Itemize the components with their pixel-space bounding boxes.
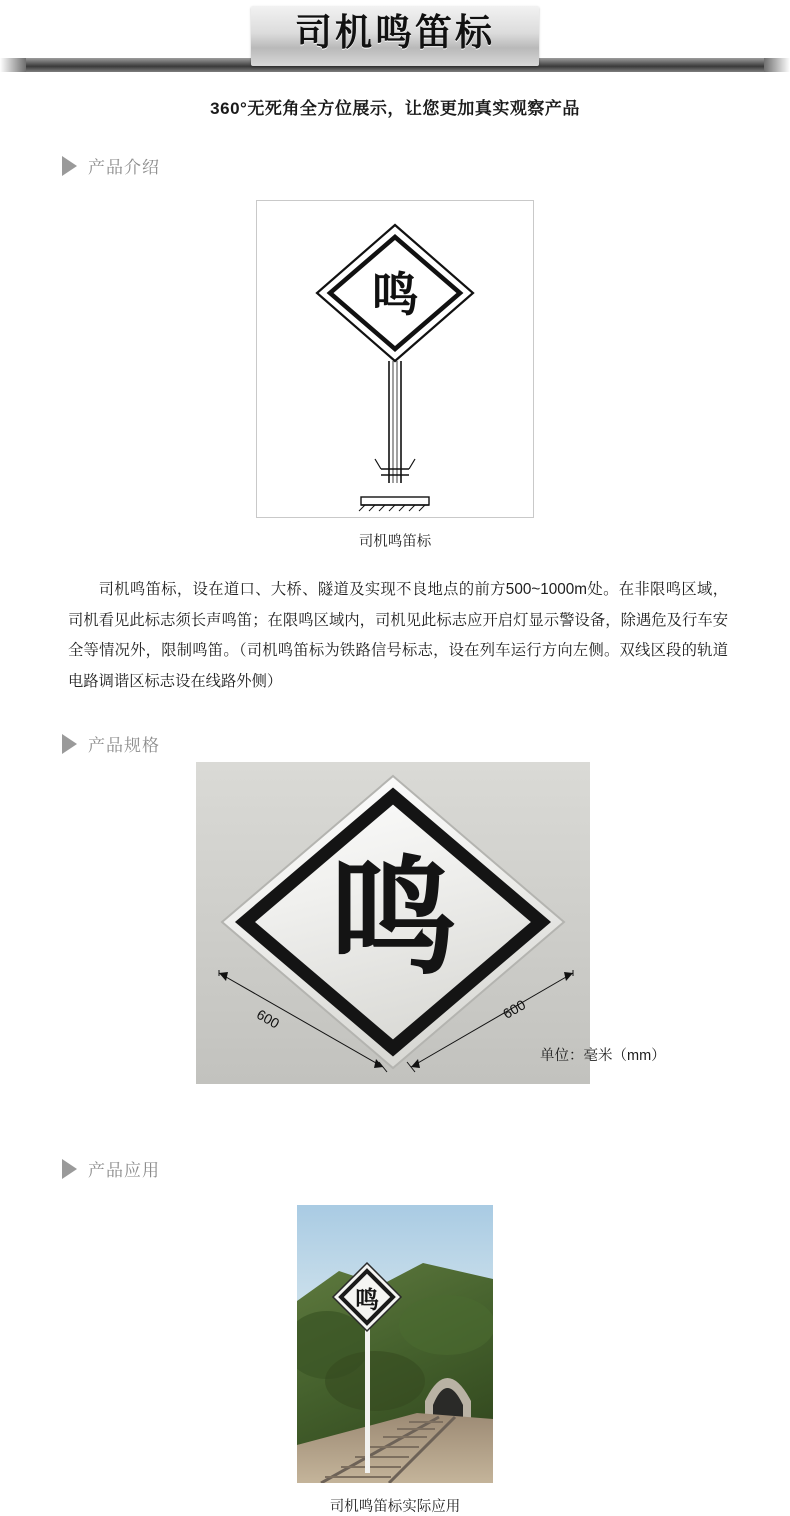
section-title-spec: 产品规格 (88, 736, 160, 756)
line-drawing-whistle-sign (256, 200, 534, 518)
intro-figure-caption: 司机鸣笛标 (358, 534, 432, 550)
intro-body-text: 司机鸣笛标，设在道口、大桥、隧道及实现不良地点的前方500~1000m处。在非限鸣区域，司机看见此标志须长声鸣笛；在限鸣区域内，司机见此标志应开启灯显示警设备，除遇危及行车安全等情况外，限制鸣笛。（司机鸣笛标为铁路信号标志，设在列车运行方向左侧。双线区段的轨道电路调谐区标志设在线路外侧） (68, 581, 728, 690)
section-header-application (62, 1156, 790, 1181)
application-photo (297, 1205, 493, 1483)
unit-note: 单位：毫米（mm） (540, 1048, 666, 1065)
section-header-spec (62, 731, 790, 756)
application-scene-graphic (297, 1205, 493, 1483)
dimension-annotations (0, 762, 790, 1122)
application-figure-wrap (0, 1205, 790, 1516)
triangle-right-icon (62, 1159, 77, 1179)
page-title: 司机鸣笛标 (295, 11, 495, 54)
dimension-label-right: 600 (500, 996, 529, 1023)
svg-text:鸣: 鸣 (371, 268, 419, 323)
dimension-label-left: 600 (254, 1006, 283, 1032)
section-title-application: 产品应用 (88, 1161, 160, 1181)
section-header-intro (62, 153, 790, 178)
application-figure-caption: 司机鸣笛标实际应用 (329, 1499, 461, 1516)
svg-text:鸣: 鸣 (328, 844, 458, 994)
page-banner (0, 0, 790, 78)
spec-figure (0, 762, 790, 1122)
intro-figure-wrap (0, 200, 790, 551)
triangle-right-icon (62, 156, 77, 176)
svg-text:鸣: 鸣 (355, 1286, 379, 1315)
whistle-sign-line-art (257, 201, 533, 517)
section-title-intro: 产品介绍 (88, 158, 160, 177)
page-subtitle: 360°无死角全方位展示，让您更加真实观察产品 (210, 99, 580, 118)
triangle-right-icon (62, 734, 77, 754)
banner-plate (251, 6, 539, 66)
